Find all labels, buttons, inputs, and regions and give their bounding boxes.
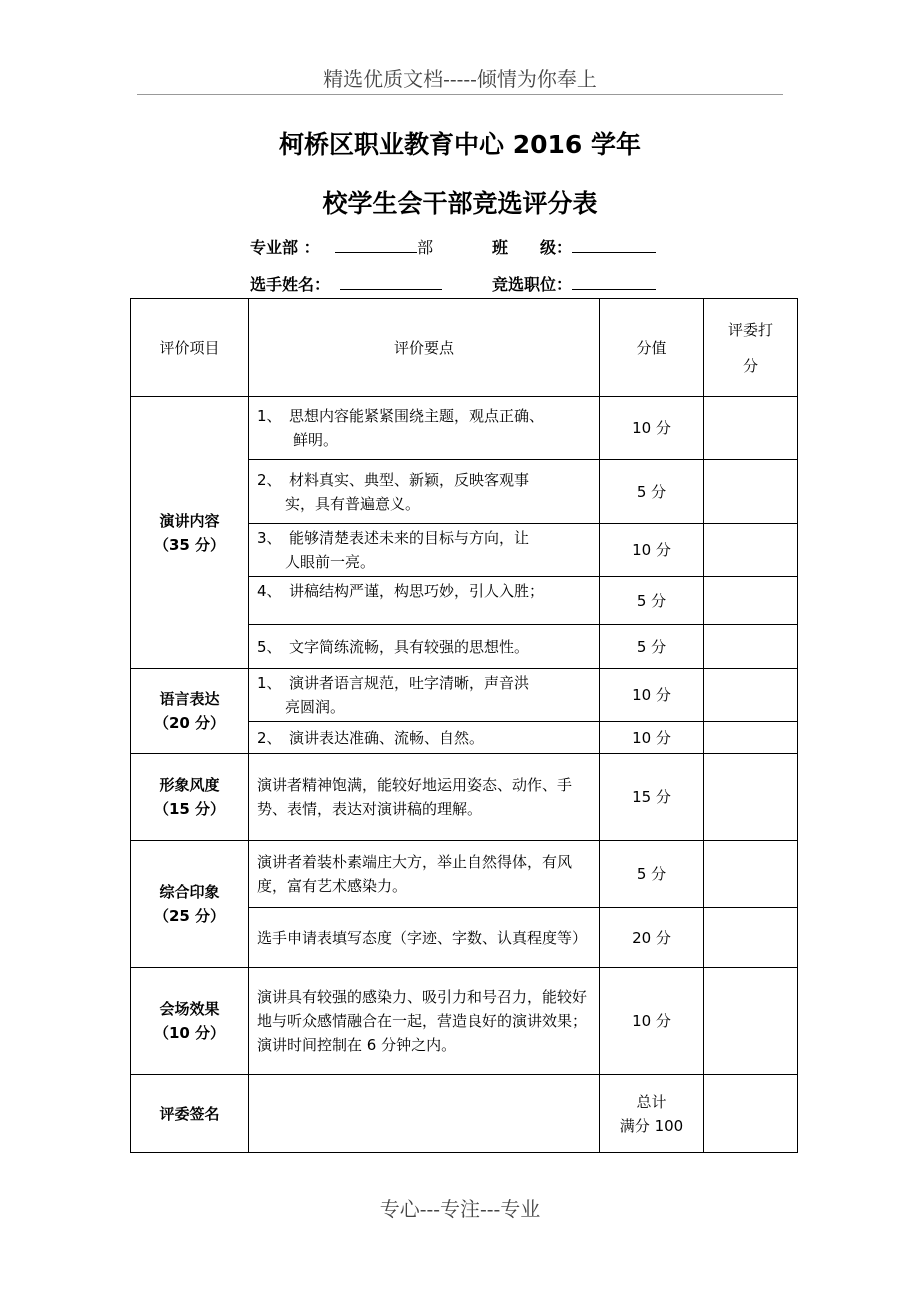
score-value: 5 分 — [600, 625, 704, 669]
header-score: 分值 — [600, 299, 704, 397]
position-field — [492, 271, 656, 296]
criterion — [249, 460, 600, 524]
table-row — [131, 669, 798, 722]
total-max: 满分 100 — [619, 1116, 684, 1135]
table-row — [131, 841, 798, 908]
score-value: 15 分 — [600, 754, 704, 841]
score-value: 10 分 — [600, 397, 704, 460]
class-label: 班 级： — [492, 238, 573, 257]
criterion-number: 5、 — [257, 637, 282, 656]
total-label: 总计 — [636, 1092, 667, 1111]
criterion-text-cont: 鲜明。 — [293, 431, 339, 449]
criterion — [249, 397, 600, 460]
judge-score-cell[interactable] — [704, 841, 798, 908]
score-table — [130, 298, 798, 1153]
criterion — [249, 524, 600, 577]
category-language — [131, 669, 249, 754]
class-input-line[interactable] — [572, 234, 656, 253]
position-input-line[interactable] — [572, 271, 656, 290]
criterion-text: 思想内容能紧紧围绕主题，观点正确、 — [289, 407, 545, 425]
judge-score-cell[interactable] — [704, 722, 798, 754]
criterion-text-cont: 人眼前一亮。 — [285, 553, 376, 571]
major-label: 专业部 ： — [250, 238, 320, 257]
page-footer: 专心---专注---专业 — [379, 1197, 541, 1221]
criterion — [249, 669, 600, 722]
criterion-number: 3、 — [257, 529, 282, 547]
category-points: （15 分） — [153, 800, 226, 818]
criterion-number: 2、 — [257, 728, 282, 747]
category-name: 会场效果 — [159, 1000, 220, 1018]
judge-score-cell[interactable] — [704, 625, 798, 669]
category-name: 综合印象 — [159, 883, 220, 901]
title-line-2: 校学生会干部竞选评分表 — [322, 189, 598, 218]
judge-score-cell[interactable] — [704, 754, 798, 841]
category-name: 形象风度 — [159, 776, 220, 794]
criterion: 演讲者着装朴素端庄大方，举止自然得体，有风度，富有艺术感染力。 — [249, 841, 600, 908]
header-judge-line-2: 分 — [742, 356, 758, 375]
criterion-text: 能够清楚表述未来的目标与方向，让 — [289, 529, 530, 547]
category-points: （25 分） — [153, 907, 226, 925]
score-value: 5 分 — [600, 577, 704, 625]
name-input-line[interactable] — [340, 271, 442, 290]
criterion — [249, 577, 600, 625]
category-points: （20 分） — [153, 714, 226, 732]
major-field — [250, 234, 433, 259]
criterion-number: 1、 — [257, 407, 282, 425]
judge-sign-label: 评委签名 — [131, 1075, 249, 1153]
judge-score-cell[interactable] — [704, 669, 798, 722]
header-points: 评价要点 — [249, 299, 600, 397]
total-score-cell[interactable] — [704, 1075, 798, 1153]
judge-sign-field[interactable] — [249, 1075, 600, 1153]
criterion — [249, 722, 600, 754]
header-judge-line-1: 评委打 — [727, 320, 773, 339]
criterion: 选手申请表填写态度（字迹、字数、认真程度等） — [249, 908, 600, 968]
criterion: 演讲者精神饱满，能较好地运用姿态、动作、手势、表情，表达对演讲稿的理解。 — [249, 754, 600, 841]
score-value: 5 分 — [600, 841, 704, 908]
judge-score-cell[interactable] — [704, 524, 798, 577]
score-value: 20 分 — [600, 908, 704, 968]
criterion-text: 演讲表达准确、流畅、自然。 — [289, 728, 485, 747]
judge-score-cell[interactable] — [704, 577, 798, 625]
category-name: 语言表达 — [159, 690, 220, 708]
title-line-1: 柯桥区职业教育中心 2016 学年 — [279, 130, 641, 159]
judge-score-cell[interactable] — [704, 968, 798, 1075]
score-value: 5 分 — [600, 460, 704, 524]
score-value: 10 分 — [600, 968, 704, 1075]
score-value: 10 分 — [600, 669, 704, 722]
page-header: 精选优质文档-----倾情为你奉上 — [137, 64, 783, 95]
category-appearance — [131, 754, 249, 841]
criterion-text-cont: 亮圆润。 — [285, 698, 346, 716]
header-row — [131, 299, 798, 397]
name-label: 选手姓名： — [250, 275, 331, 294]
name-field — [250, 271, 442, 296]
sign-row — [131, 1075, 798, 1153]
header-judge — [704, 299, 798, 397]
class-field — [492, 234, 656, 259]
major-suffix: 部 — [417, 238, 434, 257]
judge-score-cell[interactable] — [704, 397, 798, 460]
criterion-number: 1、 — [257, 674, 282, 692]
judge-score-cell[interactable] — [704, 460, 798, 524]
table-row — [131, 968, 798, 1075]
score-value: 10 分 — [600, 722, 704, 754]
category-effect — [131, 968, 249, 1075]
major-input-line[interactable] — [335, 234, 417, 253]
category-points: （35 分） — [153, 535, 226, 554]
criterion-number: 2、 — [257, 470, 282, 489]
criterion-text-cont: 实，具有普遍意义。 — [285, 494, 421, 513]
category-points: （10 分） — [153, 1024, 226, 1042]
criterion-text: 讲稿结构严谨，构思巧妙，引人入胜； — [289, 582, 545, 600]
criterion-text: 演讲者语言规范，吐字清晰，声音洪 — [289, 674, 530, 692]
judge-score-cell[interactable] — [704, 908, 798, 968]
table-row — [131, 397, 798, 460]
criterion — [249, 625, 600, 669]
criterion-text: 材料真实、典型、新颖，反映客观事 — [289, 470, 530, 489]
criterion-number: 4、 — [257, 582, 282, 600]
header-item: 评价项目 — [131, 299, 249, 397]
category-speech-content — [131, 397, 249, 669]
table-row — [131, 754, 798, 841]
category-name: 演讲内容 — [159, 511, 220, 530]
score-value: 10 分 — [600, 524, 704, 577]
criterion: 演讲具有较强的感染力、吸引力和号召力，能较好地与听众感情融合在一起，营造良好的演讲效果；演讲时间控制在 6 分钟之内。 — [249, 968, 600, 1075]
position-label: 竞选职位： — [492, 275, 573, 294]
category-impression — [131, 841, 249, 968]
criterion-text: 文字简练流畅，具有较强的思想性。 — [289, 637, 530, 656]
total-cell — [600, 1075, 704, 1153]
